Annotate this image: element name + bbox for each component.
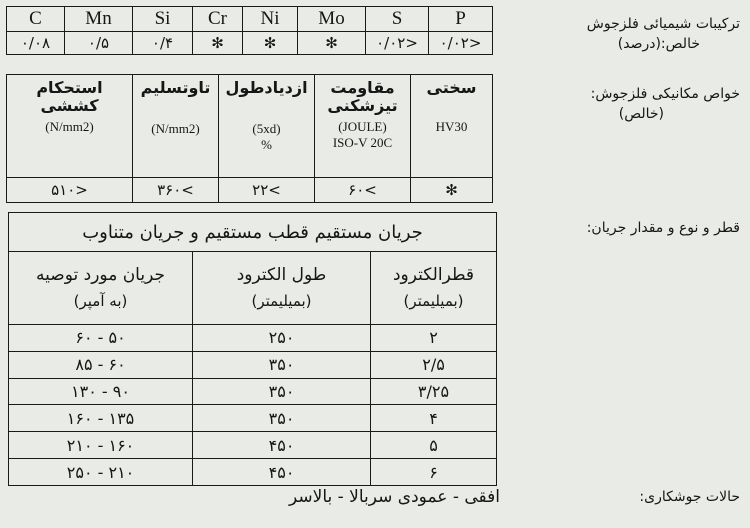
table-row [9,432,497,459]
chemical-label-line2: خالص:(درصد) [617,36,700,52]
current-cell: ۵۰ - ۶۰ [9,324,193,351]
value-si: ۰/۴ [133,32,193,55]
mechanical-properties-table [6,74,493,203]
diameter-cell: ۴ [371,405,497,432]
impact-unit: (JOULE) [338,119,387,134]
element-mn: Mn [65,7,133,32]
length-cell: ۲۵۰ [193,324,371,351]
current-title: جریان مورد توصیه [36,265,165,286]
current-cell: ۱۳۵ - ۱۶۰ [9,405,193,432]
current-caption-row [9,213,497,252]
chemical-header-row [7,7,493,32]
element-c: C [7,7,65,32]
tensile-value: <۵۱۰ [7,178,133,203]
length-cell: ۳۵۰ [193,351,371,378]
table-row [9,378,497,405]
value-s: <۰/۰۲ [366,32,429,55]
current-unit: (به آمپر) [73,292,128,311]
value-ni: ✻ [243,32,298,55]
current-caption: جریان مستقیم قطب مستقیم و جریان متناوب [9,213,497,252]
yield-title: تاوتسلیم [140,78,211,97]
element-si: Si [133,7,193,32]
yield-header [133,75,219,178]
value-c: ۰/۰۸ [7,32,65,55]
positions-label: حالات جوشکاری: [639,489,740,505]
positions-value: افقی - عمودی سربالا - بالاسر [289,487,500,507]
table-row [9,405,497,432]
elongation-value: >۲۲ [219,178,315,203]
diameter-cell: ۲ [371,324,497,351]
length-cell: ۴۵۰ [193,459,371,486]
yield-value: >۳۶۰ [133,178,219,203]
mechanical-label-line2: (خالص) [618,106,664,122]
length-title: طول الکترود [236,265,327,286]
diameter-title: قطرالکترود [392,265,475,286]
current-label: قطر و نوع و مقدار جریان: [586,220,740,236]
mechanical-values-row [7,178,493,203]
chemical-label-line1: ترکیبات شیمیائی فلزجوش [586,16,740,32]
element-ni: Ni [243,7,298,32]
value-mn: ۰/۵ [65,32,133,55]
elongation-unit2: % [261,137,272,152]
diameter-cell: ۵ [371,432,497,459]
length-cell: ۳۵۰ [193,378,371,405]
elongation-unit: (5xd) [252,121,281,136]
value-p: <۰/۰۲ [429,32,493,55]
elongation-title: ازدیادطول [225,78,308,97]
length-unit: (بمیلیمتر) [251,292,312,311]
impact-header [315,75,411,178]
impact-value: >۶۰ [315,178,411,203]
current-cell: ۹۰ - ۱۳۰ [9,378,193,405]
element-p: P [429,7,493,32]
tensile-title: استحکام کششی [36,78,103,115]
length-cell: ۳۵۰ [193,405,371,432]
current-header-row [9,252,497,325]
impact-title: مقاومت تیزشکنی [327,78,398,115]
hardness-unit: HV30 [435,119,468,134]
element-cr: Cr [193,7,243,32]
table-row [9,459,497,486]
diameter-cell: ۲/۵ [371,351,497,378]
length-header [193,252,371,325]
tensile-unit: (N/mm2) [45,119,94,134]
element-s: S [366,7,429,32]
length-cell: ۴۵۰ [193,432,371,459]
impact-unit2: ISO-V 20C [332,135,393,150]
chemical-label [504,14,740,54]
current-cell: ۲۱۰ - ۲۵۰ [9,459,193,486]
chemical-composition-table [6,6,493,55]
mechanical-label-line1: خواص مکانیکی فلزجوش: [590,86,740,102]
hardness-header [411,75,493,178]
diameter-cell: ۶ [371,459,497,486]
diameter-cell: ۳/۲۵ [371,378,497,405]
current-table [8,212,497,486]
tensile-header [7,75,133,178]
current-cell: ۱۶۰ - ۲۱۰ [9,432,193,459]
diameter-unit: (بمیلیمتر) [403,292,464,311]
yield-unit: (N/mm2) [151,121,200,136]
elongation-header [219,75,315,178]
mechanical-header-row [7,75,493,178]
table-row [9,324,497,351]
value-mo: ✻ [298,32,366,55]
current-cell: ۶۰ - ۸۵ [9,351,193,378]
table-row [9,351,497,378]
current-header [9,252,193,325]
diameter-header [371,252,497,325]
hardness-title: سختی [426,78,477,97]
chemical-values-row [7,32,493,55]
value-cr: ✻ [193,32,243,55]
element-mo: Mo [298,7,366,32]
hardness-value: ✻ [411,178,493,203]
mechanical-label [504,84,740,124]
